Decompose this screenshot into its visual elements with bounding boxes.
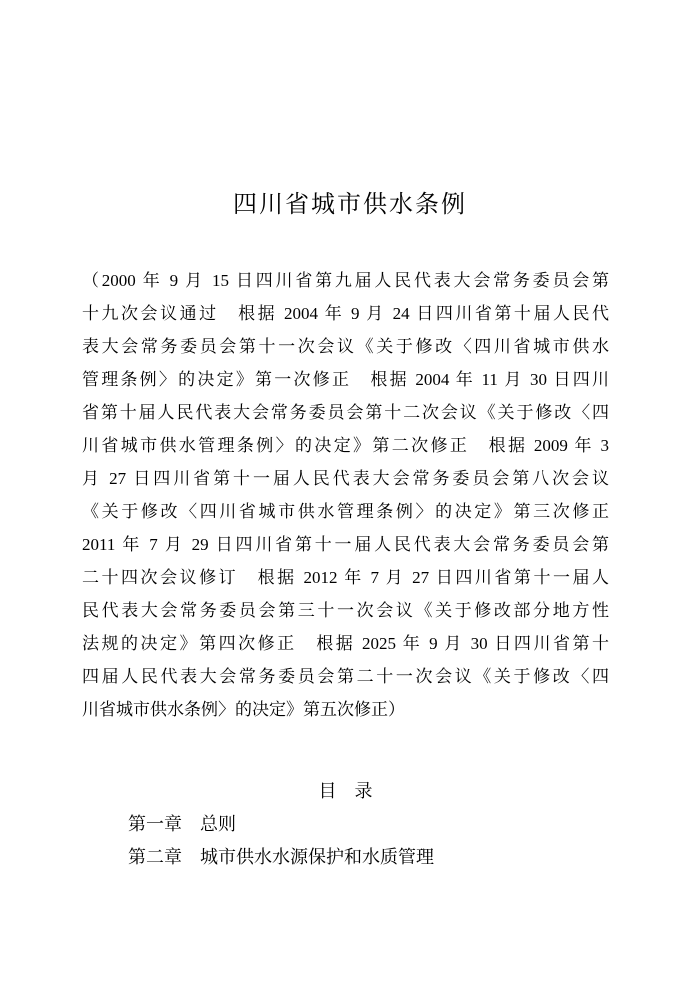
- preamble-line: 民代表大会常务委员会第三十一次会议《关于修改部分地方性: [82, 601, 609, 620]
- toc-heading: 目 录: [318, 781, 373, 801]
- document-title: 四川省城市供水条例: [233, 192, 467, 218]
- toc-list: [0, 808, 700, 874]
- preamble-line: 十九次会议通过 根据 2004 年 9 月 24 日四川省第十届人民代: [82, 304, 609, 323]
- preamble-line: 表大会常务委员会第十一次会议《关于修改〈四川省城市供水: [82, 337, 609, 356]
- preamble-line: 川省城市供水条例〉的决定》第五次修正）: [82, 700, 405, 719]
- preamble-paragraph: [82, 264, 609, 726]
- preamble-line: 法规的决定》第四次修正 根据 2025 年 9 月 30 日四川省第十: [82, 634, 609, 653]
- preamble-line: 《关于修改〈四川省城市供水管理条例〉的决定》第三次修正: [82, 502, 609, 521]
- preamble-line: 管理条例〉的决定》第一次修正 根据 2004 年 11 月 30 日四川: [82, 370, 609, 389]
- toc-item-chapter-1: 第一章 总则: [128, 814, 236, 834]
- preamble-line: 月 27 日四川省第十一届人民代表大会常务委员会第八次会议: [82, 469, 609, 488]
- preamble-line: 四届人民代表大会常务委员会第二十一次会议《关于修改〈四: [82, 667, 609, 686]
- preamble-line: 省第十届人民代表大会常务委员会第十二次会议《关于修改〈四: [82, 403, 609, 422]
- preamble-line: 2011 年 7 月 29 日四川省第十一届人民代表大会常务委员会第: [82, 535, 609, 554]
- preamble-line: 二十四次会议修订 根据 2012 年 7 月 27 日四川省第十一届人: [82, 568, 609, 587]
- preamble-line: （2000 年 9 月 15 日四川省第九届人民代表大会常务委员会第: [82, 271, 609, 290]
- preamble-line: 川省城市供水管理条例〉的决定》第二次修正 根据 2009 年 3: [82, 436, 609, 455]
- toc-item-chapter-2: 第二章 城市供水水源保护和水质管理: [128, 847, 434, 867]
